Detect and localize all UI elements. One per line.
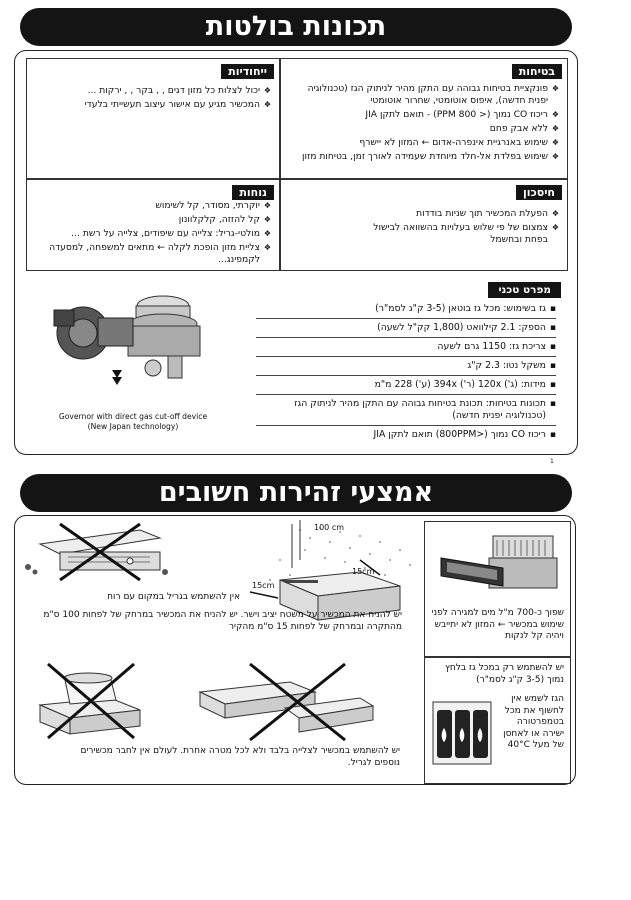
list-item: ❖ שימוש בפלדת אל-חלד מיוחדת שעמידה לאורך זמן, בטיחות מזון <box>287 151 559 163</box>
list-item: ❖ צליית מזון הופכת לקלה ← מתאים למשפחה, למסעדה לקמפינג... <box>39 242 271 266</box>
savings-header: חיסכון <box>516 185 562 200</box>
drawer-illustration <box>433 528 563 598</box>
spec-list <box>256 300 556 444</box>
savings-list <box>349 208 559 248</box>
features-title: תכונות בולטות <box>205 11 387 42</box>
spec-row: ▪ צריכת גז: 1150 גרם לשעה <box>256 338 556 357</box>
list-item: ❖ יוקרתי, מסודר, קל לשימוש <box>39 200 271 212</box>
safety-header: בטיחות <box>512 64 562 79</box>
unique-list <box>33 85 271 113</box>
precautions-banner <box>20 474 572 512</box>
wind-illustration <box>20 522 170 582</box>
comfort-box <box>26 179 280 271</box>
spec-row: ▪ ריכוז CO נמוך (<800PPM) תואם לתקן JIA <box>256 426 556 444</box>
precautions-title: אמצעי זהירות חשובים <box>158 477 434 508</box>
safety-list <box>287 83 559 165</box>
page-mark: 1 <box>550 458 554 465</box>
features-banner <box>20 8 572 46</box>
list-item: ❖ הפעלת המכשיר תוך שניות בודדות <box>349 208 559 220</box>
list-item: ❖ צמצום של פי שלוש בעלויות בהשוואה לבישול בפחת ובחשמל <box>349 222 559 246</box>
dim-100cm: 100 cm <box>314 523 345 532</box>
list-item: ❖ ללא אבק פחם <box>287 123 559 135</box>
list-item: ❖ יכול לצלות כל מזון דגים , , בקר , , ירקות ... <box>33 85 271 97</box>
spec-header: מפרט טכני <box>488 282 561 298</box>
connected-devices-illustration <box>195 662 375 742</box>
wind-text: אין להשתמש בגריל במקום עם רוח <box>107 592 240 602</box>
comfort-list <box>39 200 271 268</box>
gas-cans-illustration <box>429 698 493 768</box>
roast-text: יש להשתמש במכשיר לצלייה בלבד ולא לכל מטרה אחרת. לעולם אין לחבר מכשירים נוספים לגריל. <box>80 746 400 768</box>
spec-row: ▪ תכונות בטיחות: תכונת בטיחות גבוהה עם התקן מהיר לניתוק הגז (טכנולוגיה יפנית חדשה) <box>256 395 556 426</box>
dim-15cm-left: 15cm <box>252 581 275 590</box>
list-item: ❖ פונקציית בטיחות גבוהה עם התקן מהיר לניתוק הגז (טכנולוגיה יפנית חדשה), איפוס אוטומטי, שחרור אוטומטי <box>287 83 559 107</box>
spec-row: ▪ הספק: 2.1 קילוואט (1,800 קק"ל לשעה) <box>256 319 556 338</box>
water-text: שפוך כ-700 מ"ל מים למגירה לפני שימוש במכשיר ← המזון לא יתייבש ויהיה קל לנקות <box>431 608 564 641</box>
gas-box <box>424 657 571 784</box>
spec-row: ▪ גז בשימוש: מכל גז בוטאן (3-5 ק"ג לסמ"ר) <box>256 300 556 319</box>
dim-15cm-right: 15cm <box>352 567 375 576</box>
list-item: ❖ שימוש באנרגיית אינפרה-אדום ← המזון לא יישרף <box>287 137 559 149</box>
spec-row: ▪ מידות: (ג') 120x (ר') 394x (ע') 228 מ"מ <box>256 376 556 395</box>
list-item: ❖ מולטי-גריל: צלייה עם שיפודים, צלייה על רשת ... <box>39 228 271 240</box>
gas-text-low-pressure: יש להשתמש רק במכל גז בלחץ נמוך (3-5 ק"ג לסמ"ר) <box>444 663 564 685</box>
comfort-header: נוחות <box>232 185 274 200</box>
unique-header: ייחודיות <box>221 64 274 79</box>
spec-row: ▪ משקל נטו: 2.3 ק"ג <box>256 357 556 376</box>
governor-illustration <box>48 288 213 403</box>
gas-text-temperature: הגז לשמש אין לחשוף את מכל בטמפרטורה ישירה או לאחסן של מעל 40°C <box>503 694 564 750</box>
list-item: ❖ המכשיר מגיע עם אישור עיצוב תעשייתי בלעדי <box>33 99 271 111</box>
savings-box <box>280 179 568 271</box>
list-item: ❖ ריכוז CO נמוך (< 800 PPM) - תואם לתקן JIA <box>287 109 559 121</box>
water-box <box>424 521 571 657</box>
list-item: ❖ קל להזזה, קלקלוונון <box>39 214 271 226</box>
safety-box <box>280 58 568 179</box>
pot-on-grill-illustration <box>30 660 150 740</box>
unique-box <box>26 58 280 179</box>
governor-caption: Governor with direct gas cut-off device (New Japan technology) <box>58 412 208 431</box>
placement-text: יש להניח את המכשיר על משטח יציב וישר. יש להניח את המכשיר במרחק של לפחות 100 ס"מ מהתקרה ובמרחק של לפחות 15 ס"מ מהקיר <box>43 610 402 632</box>
